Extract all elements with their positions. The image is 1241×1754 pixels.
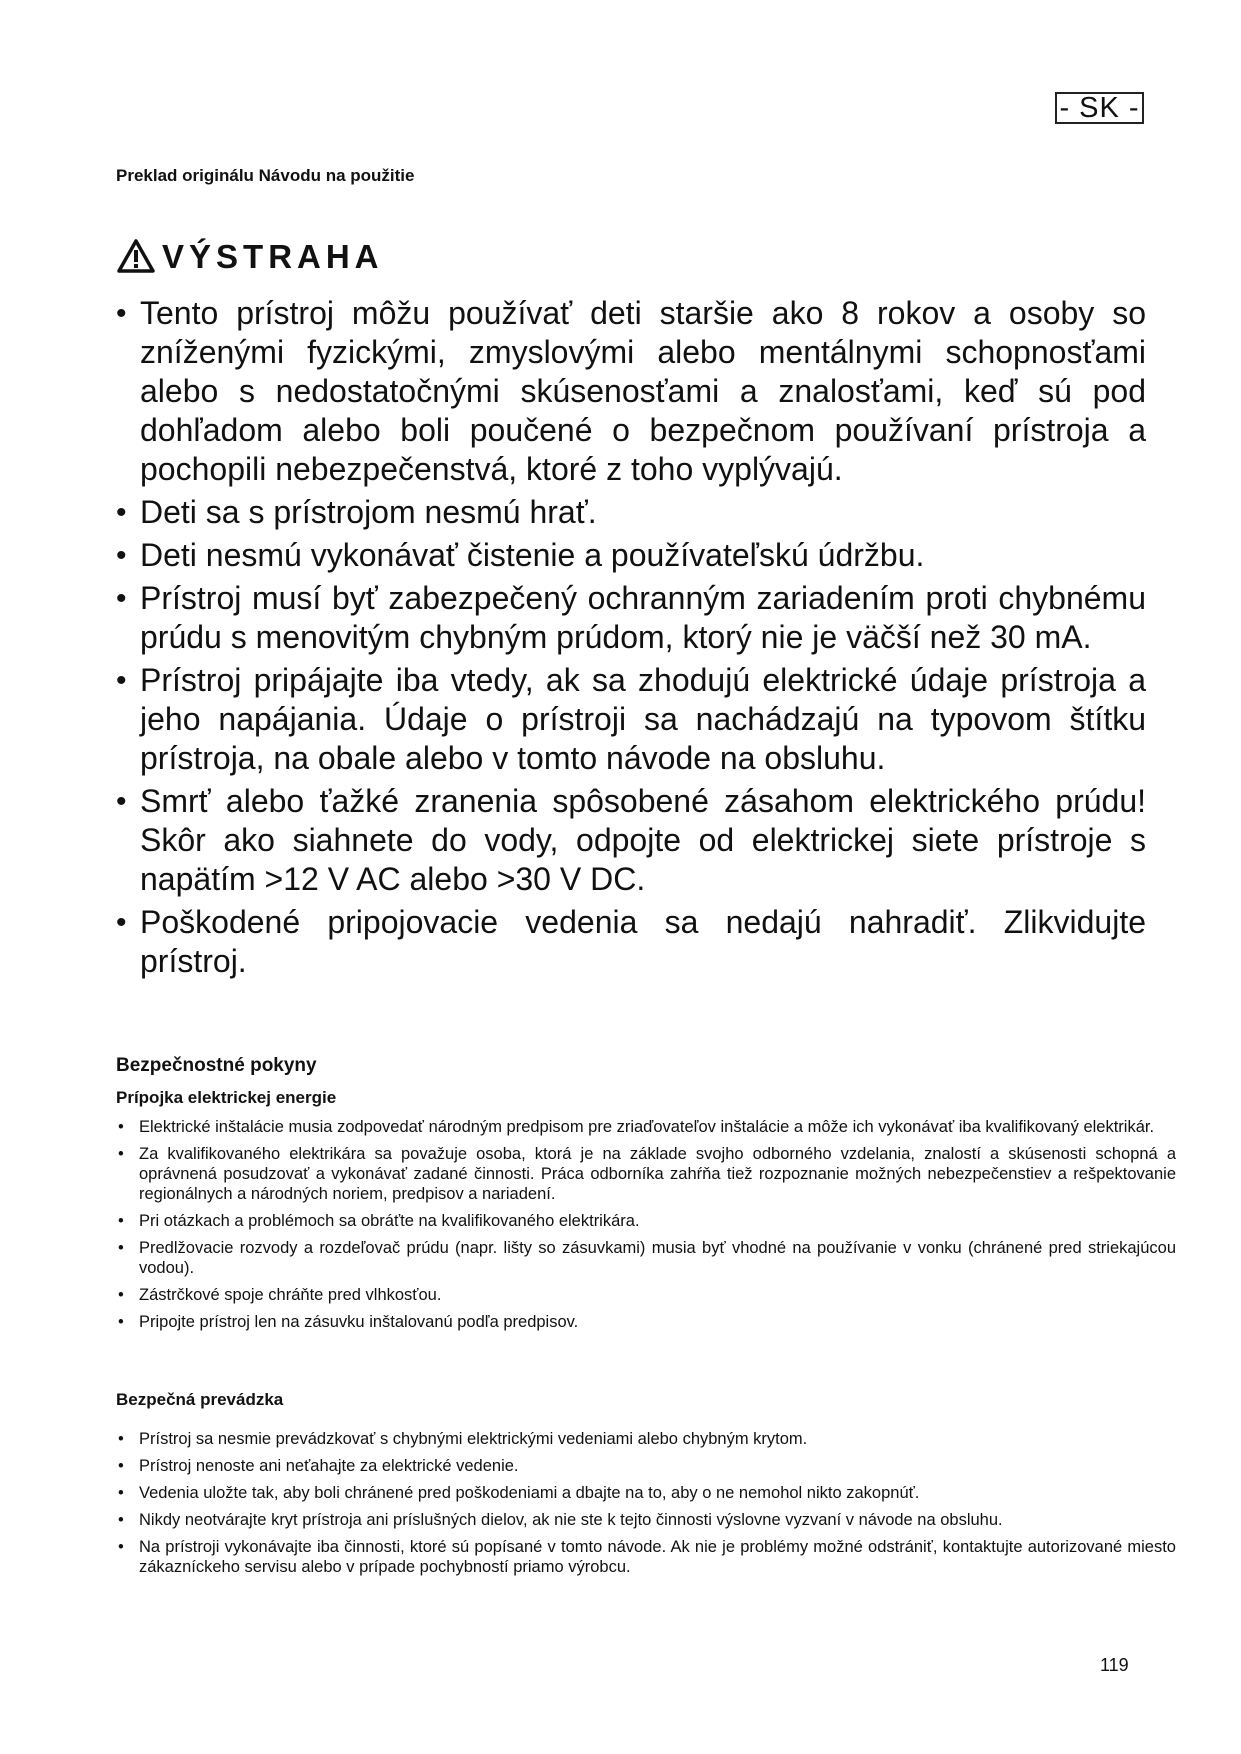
list-item: • Pri otázkach a problémoch sa obráťte na kvalifikovaného elektrikára. [116,1211,1176,1231]
list-item: • Nikdy neotvárajte kryt prístroja ani príslušných dielov, ak nie ste k tejto činnosti výslovne vyzvaní v návode na obsluhu. [116,1510,1176,1530]
warning-item: • Poškodené pripojovacie vedenia sa nedajú nahradiť. Zlikvidujte prístroj. [116,903,1146,981]
warning-title: VÝSTRAHA [162,238,384,275]
electrical-list [116,1117,1176,1339]
warning-item: • Prístroj pripájajte iba vtedy, ak sa zhodujú elektrické údaje prístroja a jeho napájania. Údaje o prístroji sa nachádzajú na typovom štítku prístroja, na obale alebo v tomto návode na obsluhu. [116,661,1146,778]
list-item: • Prístroj sa nesmie prevádzkovať s chybnými elektrickými vedeniami alebo chybným krytom. [116,1429,1176,1449]
list-item: • Predlžovacie rozvody a rozdeľovač prúdu (napr. lišty so zásuvkami) musia byť vhodné na používanie v vonku (chránené pred striekajúcou vodou). [116,1238,1176,1278]
safety-heading: Bezpečnostné pokyny [116,1055,317,1076]
warning-item: • Deti sa s prístrojom nesmú hrať. [116,493,1146,532]
warning-header [116,238,384,274]
language-tag: - SK - [1055,92,1144,124]
list-item: • Za kvalifikovaného elektrikára sa považuje osoba, ktorá je na základe svojho odborného vzdelania, znalostí a skúsenosti schopná a oprávnená posudzovať a vykonávať zadané činnosti. Práca odborníka zahŕňa tiež rozpoznanie možných nebezpečenstiev a rešpektovanie regionálnych a národných noriem, predpisov a nariadení. [116,1144,1176,1204]
list-item: • Elektrické inštalácie musia zodpovedať národným predpisom pre zriaďovateľov inštalácie a môže ich vykonávať iba kvalifikovaný elektrikár. [116,1117,1176,1137]
warning-item: • Smrť alebo ťažké zranenia spôsobené zásahom elektrického prúdu! Skôr ako siahnete do vody, odpojte od elektrickej siete prístroje s napätím >12 V AC alebo >30 V DC. [116,782,1146,899]
document-subtitle: Preklad originálu Návodu na použitie [116,166,415,185]
warning-item: • Tento prístroj môžu používať deti staršie ako 8 rokov a osoby so zníženými fyzickými, zmyslovými alebo mentálnymi schopnosťami alebo s nedostatočnými skúsenosťami a znalosťami, keď sú pod dohľadom alebo boli poučené o bezpečnom používaní prístroja a pochopili nebezpečenstvá, ktoré z toho vyplývajú. [116,294,1146,489]
electrical-heading: Prípojka elektrickej energie [116,1088,337,1107]
operation-heading: Bezpečná prevádzka [116,1390,284,1409]
page-number: 119 [1100,1655,1129,1675]
operation-list [116,1429,1176,1584]
list-item: • Prístroj nenoste ani neťahajte za elektrické vedenie. [116,1456,1176,1476]
warning-triangle-icon [116,238,156,274]
list-item: • Pripojte prístroj len na zásuvku inštalovanú podľa predpisov. [116,1312,1176,1332]
list-item: • Zástrčkové spoje chráňte pred vlhkosťou. [116,1285,1176,1305]
warning-item: • Deti nesmú vykonávať čistenie a používateľskú údržbu. [116,536,1146,575]
warning-list [116,294,1146,985]
list-item: • Na prístroji vykonávajte iba činnosti, ktoré sú popísané v tomto návode. Ak nie je problémy možné odstrániť, kontaktujte autorizované miesto zákazníckeho servisu alebo v prípade pochybností priamo výrobcu. [116,1537,1176,1577]
warning-item: • Prístroj musí byť zabezpečený ochranným zariadením proti chybnému prúdu s menovitým chybným prúdom, ktorý nie je väčší než 30 mA. [116,579,1146,657]
list-item: • Vedenia uložte tak, aby boli chránené pred poškodeniami a dbajte na to, aby o ne nemohol nikto zakopnúť. [116,1483,1176,1503]
